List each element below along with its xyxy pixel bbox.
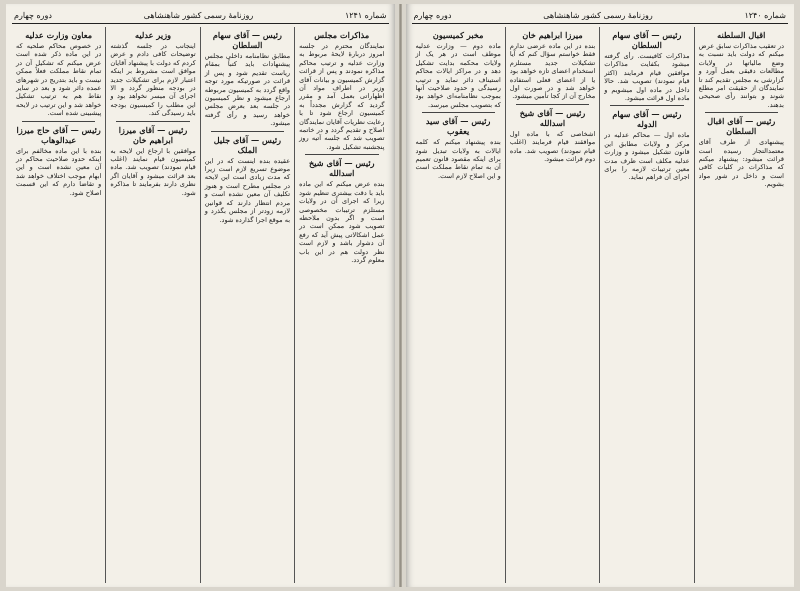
column-text: پیشنهادی از طرف آقای معتمدالتجار رسیده است قرائت میشود: پیشنهاد میکنم که مذاکرات در کلیات کافی است و داخل در شور مواد بشویم. xyxy=(698,138,784,189)
column-subheading: رئیس — آقای شیخ اسدالله xyxy=(309,158,375,179)
column-text: در تعقیب مذاکرات سابق عرض میکنم که دولت باید نسبت به وضع مالیاتها در ولایات مطالعات دقیقی بعمل آورد و گزارشی به مجلس تقدیم کند تا نمایندگان از حقیقت امر مطلع شوند و بتوانند رأی صحیحی بدهند. xyxy=(698,42,784,109)
column-heading: مذاکرات مجلس xyxy=(314,30,370,40)
column-subheading: رئیس — آقای سهام الدوله xyxy=(612,109,682,130)
right-page-header xyxy=(412,8,789,24)
divider xyxy=(516,104,589,105)
left-page-columns xyxy=(12,27,389,583)
column-heading: رئیس — آقای سهام السلطان xyxy=(212,30,283,50)
column-heading: میرزا ابراهیم خان xyxy=(522,30,583,40)
column-text: بنده در این ماده عرضی ندارم فقط خواستم سؤال کنم که آیا تشکیلات جدید مستلزم استخدام اعضای تازه خواهد بود یا از اعضای فعلی استفاده خواهد شد و در صورت اول مخارج آن از کجا تأمین میشود. xyxy=(509,42,596,101)
column-subheading: رئیس — آقای میرزا ابراهیم خان xyxy=(118,124,188,145)
column-heading: مخبر کمیسیون xyxy=(432,30,484,40)
column-heading: معاون وزارت عدلیه xyxy=(25,30,93,40)
left-column-2 xyxy=(200,27,294,583)
column-text: عقیده بنده اینست که در این موضوع تسریع لازم است زیرا که مدت زیادی است این لایحه در مجلس مطرح است و هنوز تکلیف آن معین نشده است و مردم انتظار دارند که قوانین لازمه زودتر از مجلس بگذرد و به موقع اجرا گذارده شود. xyxy=(204,156,291,224)
column-subheading: رئیس — آقای شیخ اسدالله xyxy=(519,107,586,128)
left-column-1 xyxy=(294,27,388,583)
column-text: ماده دوم — وزارت عدلیه موظف است در هر یک از ولایات محکمه بدایت تشکیل دهد و در مراکز ایالات محاکم استیناف دائر نماید و ترتیب رسیدگی و حدود صلاحیت آنها بموجب نظامنامه‌ای خواهد بود که بتصویب مجلس میرسد. xyxy=(415,42,501,109)
column-text: بنده عرض میکنم که این ماده باید با دقت بیشتری تنظیم شود زیرا که اجرای آن در ولایات مستلزم ترتیبات مخصوصی است و اگر بدون ملاحظه تصویب شود ممکن است در عمل اشکالاتی پیش آید که رفع آن دشوار باشد و لازم است نظر دولت هم در این باب معلوم گردد. xyxy=(299,180,385,264)
column-heading: وزیر عدلیه xyxy=(135,30,172,40)
column-subheading: رئیس — آقای سید یعقوب xyxy=(425,116,491,137)
column-text: اینجانب در جلسه گذشته توضیحات کافی دادم و عرض کردم که دولت با پیشنهاد آقایان موافق است مشروط بر اینکه اعتبار لازم برای تشکیلات جدید در بودجه منظور گردد و الا اجرای آن میسر نخواهد بود و این مطلب را کمیسیون بودجه باید رسیدگی کند. xyxy=(110,42,196,118)
right-page-issue: شماره ۱۲۴۰ xyxy=(744,10,786,20)
column-text: بنده با این ماده مخالفم برای اینکه حدود صلاحیت محاکم در آن معین نشده است و این ابهام موجب اختلاف خواهد شد و تقاضا دارم که این قسمت اصلاح شود. xyxy=(16,146,102,197)
column-text: مذاکرات کافیست. رأی گرفته میشود بکفایت مذاکرات موافقین قیام فرمایند (اکثر قیام نمودند) تصویب شد. حالا داخل در ماده اول میشویم و ماده اول قرائت میشود. xyxy=(604,52,690,103)
right-page-columns xyxy=(412,27,789,583)
column-text: نمایندگان محترم در جلسه امروز دربارهٔ لایحهٔ مربوط به وزارت عدلیه و ترتیب محاکم مذاکره نمودند و پس از قرائت گزارش کمیسیون و بیانات آقای وزیر در اطراف مواد آن اظهاراتی بعمل آمد و مقرر گردید که گزارش مجدداً به کمیسیون ارجاع شود تا با رعایت نظریات آقایان نمایندگان اصلاح و تقدیم گردد و در خاتمه تصویب شد که جلسه آتیه روز پنجشنبه تشکیل شود. xyxy=(299,42,385,151)
right-column-2 xyxy=(599,27,693,583)
left-page-newspaper-title: روزنامهٔ رسمی کشور شاهنشاهی xyxy=(143,10,254,20)
right-page-newspaper-title: روزنامهٔ رسمی کشور شاهنشاهی xyxy=(543,10,653,20)
column-subheading: رئیس — آقای اقبال السلطان xyxy=(707,116,776,137)
column-subheading: رئیس — آقای حاج میرزا عبدالوهاب xyxy=(16,124,101,145)
column-text: در خصوص محاکم صلحیه که در این ماده ذکر شده است عرض میکنم که تشکیل آن در تمام نقاط مملکت فعلاً ممکن نیست و باید بتدریج در شهرهای عمده دائر شود و بعد در سایر نقاط هم به ترتیب تشکیل خواهد شد و این ترتیب در لایحه پیشبینی شده است. xyxy=(16,42,102,118)
right-page xyxy=(406,4,795,587)
column-text: مطابق نظامنامه داخلی مجلس پیشنهادات باید کتباً بمقام ریاست تقدیم شود و پس از قرائت در صورتیکه مورد توجه واقع گردد به کمیسیون مربوطه ارجاع میشود و نظر کمیسیون در جلسه بعد بعرض مجلس خواهد رسید و رأی گرفته میشود. xyxy=(204,52,291,128)
column-text: اشخاصی که با ماده اول موافقند قیام فرمایند (اغلب قیام نمودند) تصویب شد. ماده دوم قرائت میشود. xyxy=(509,129,596,164)
divider xyxy=(211,131,284,132)
left-page xyxy=(6,4,395,587)
left-column-4 xyxy=(12,27,105,583)
column-text: بنده پیشنهاد میکنم که کلمه ایالات به ولایات تبدیل شود برای اینکه مقصود قانون تعمیم آن به تمام نقاط مملکت است و این اصلاح لازم است. xyxy=(415,138,501,180)
page-gutter xyxy=(399,4,402,587)
right-column-4 xyxy=(412,27,505,583)
column-text: ماده اول — محاکم عدلیه در مرکز و ولایات مطابق این قانون تشکیل میشود و وزارت عدلیه مکلف است ظرف مدت معین ترتیبات لازمه را برای اجرای آن فراهم نماید. xyxy=(604,131,690,182)
divider xyxy=(305,154,378,155)
right-column-1 xyxy=(694,27,788,583)
divider xyxy=(22,121,95,122)
right-page-date: دوره چهارم xyxy=(413,10,452,20)
left-page-issue: شماره ۱۲۴۱ xyxy=(344,10,387,20)
divider xyxy=(705,112,778,113)
column-text: موافقین با ارجاع این لایحه به کمیسیون قیام نمایند (اغلب قیام نمودند) تصویب شد. ماده بعد قرائت میشود و آقایان اگر نظری دارند بفرمایند تا مذاکره شود. xyxy=(110,146,196,197)
column-heading: رئیس — آقای سهام السلطان xyxy=(612,30,682,50)
divider xyxy=(422,112,495,113)
left-column-3 xyxy=(105,27,199,583)
column-heading: اقبال السلطنه xyxy=(717,30,766,40)
left-page-date: دوره چهارم xyxy=(14,10,52,20)
divider xyxy=(610,105,683,106)
column-subheading: رئیس — آقای جلیل الملک xyxy=(213,134,282,155)
divider xyxy=(116,121,189,122)
right-column-3 xyxy=(505,27,599,583)
left-page-header xyxy=(12,8,389,24)
